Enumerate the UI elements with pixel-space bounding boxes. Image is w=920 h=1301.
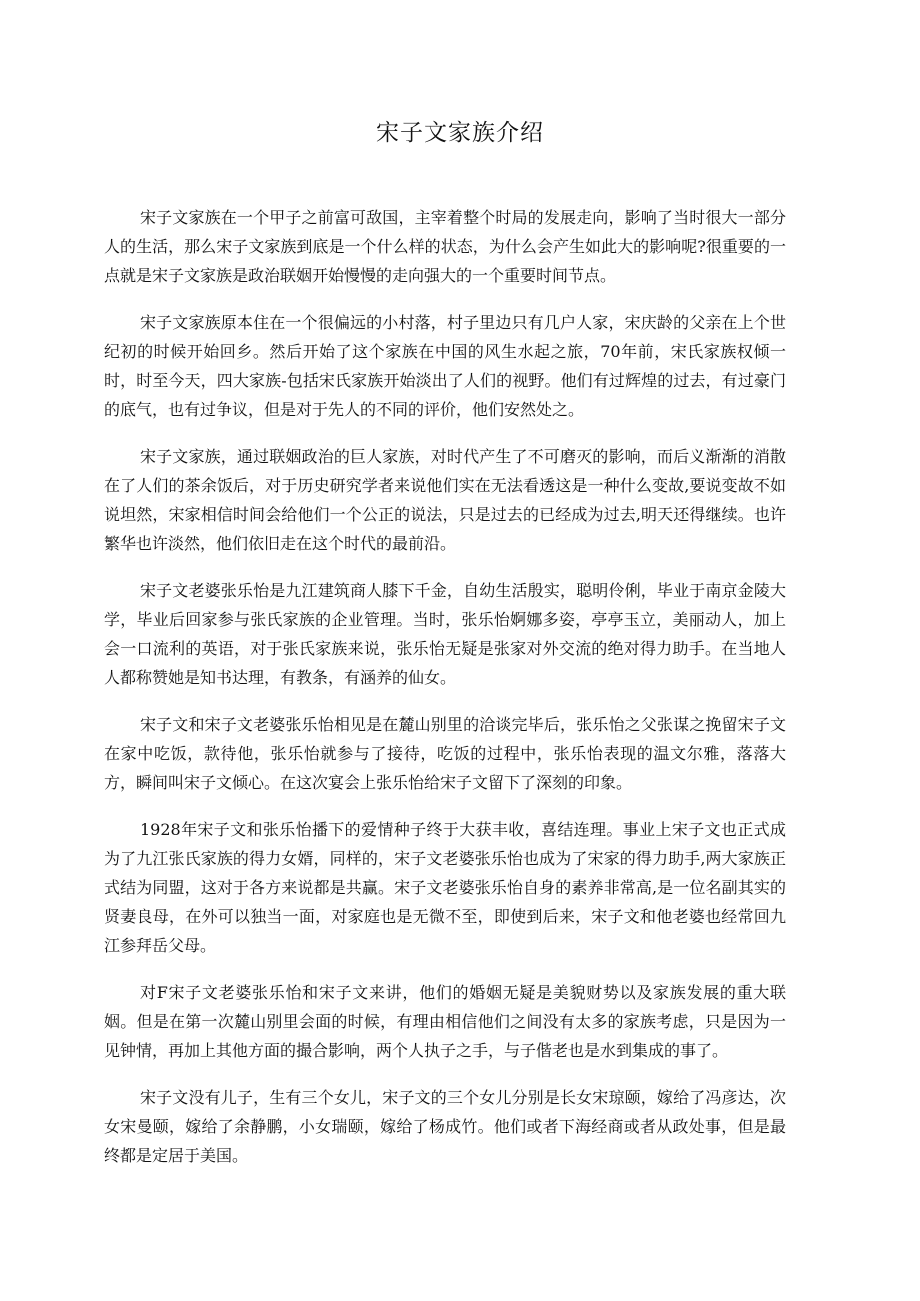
paragraph-2: 宋子文家族原本住在一个很偏远的小村落，村子里边只有几户人家，宋庆龄的父亲在上个世纪初的时候开始回乡。然后开始了这个家族在中国的风生水起之旅，70年前，宋氏家族权倾一时，时至今天，四大家族-包括宋氏家族开始淡出了人们的视野。他们有过辉煌的过去，有过豪门的底气，也有过争议，但是对于先人的不同的评价，他们安然处之。	[104, 313, 786, 419]
paragraph-5: 宋子文和宋子文老婆张乐怡相见是在麓山别里的洽谈完毕后，张乐怡之父张谋之挽留宋子文在家中吃饭，款待他，张乐怡就参与了接待，吃饭的过程中，张乐怡表现的温文尔雅，落落大方，瞬间叫宋子文倾心。在这次宴会上张乐怡给宋子文留下了深刻的印象。	[104, 715, 786, 792]
paragraph-6: 1928年宋子文和张乐怡播下的爱情种子终于大获丰收，喜结连理。事业上宋子文也正式成为了九江张氏家族的得力女婿，同样的，宋子文老婆张乐怡也成为了宋家的得力助手,两大家族正式结为同盟，这对于各方来说都是共赢。宋子文老婆张乐怡自身的素养非常高,是一位名副其实的贤妻良母，在外可以独当一面，对家庭也是无微不至，即使到后来，宋子文和他老婆也经常回九江参拜岳父母。	[104, 820, 786, 955]
paragraph-4: 宋子文老婆张乐怡是九江建筑商人膝下千金，自幼生活殷实，聪明伶俐，毕业于南京金陵大学，毕业后回家参与张氏家族的企业管理。当时，张乐怡婀娜多姿，亭亭玉立，美丽动人，加上会一口流利的英语，对于张氏家族来说，张乐怡无疑是张家对外交流的绝对得力助手。在当地人人都称赞她是知书达理，有教条，有涵养的仙女。	[104, 581, 786, 687]
document-body	[104, 203, 786, 1188]
paragraph-8: 宋子文没有儿子，生有三个女儿，宋子文的三个女儿分别是长女宋琼颐，嫁给了冯彦达，次女宋曼颐，嫁给了余静鹏，小女瑞颐，嫁给了杨成竹。他们或者下海经商或者从政处事，但是最终都是定居于美国。	[104, 1088, 786, 1165]
paragraph-7: 对F宋子文老婆张乐怡和宋子文来讲，他们的婚姻无疑是美貌财势以及家族发展的重大联姻。但是在第一次麓山别里会面的时候，有理由相信他们之间没有太多的家族考虑，只是因为一见钟情，再加上其他方面的撮合影响，两个人执子之手，与子偕老也是水到集成的事了。	[104, 983, 786, 1060]
paragraph-1: 宋子文家族在一个甲子之前富可敌国，主宰着整个时局的发展走向，影响了当时很大一部分人的生活，那么宋子文家族到底是一个什么样的状态，为什么会产生如此大的影响呢?很重要的一点就是宋子文家族是政治联姻开始慢慢的走向强大的一个重要时间节点。	[104, 208, 786, 285]
document-title: 宋子文家族介绍	[376, 120, 544, 146]
paragraph-3: 宋子文家族，通过联姻政治的巨人家族，对时代产生了不可磨灭的影响，而后义渐渐的消散在了人们的茶余饭后，对于历史研究学者来说他们实在无法看透这是一种什么变故,要说变故不如说坦然，宋家相信时间会给他们一个公正的说法，只是过去的已经成为过去,明天还得继续。也许繁华也许淡然，他们依旧走在这个时代的最前沿。	[104, 447, 786, 553]
